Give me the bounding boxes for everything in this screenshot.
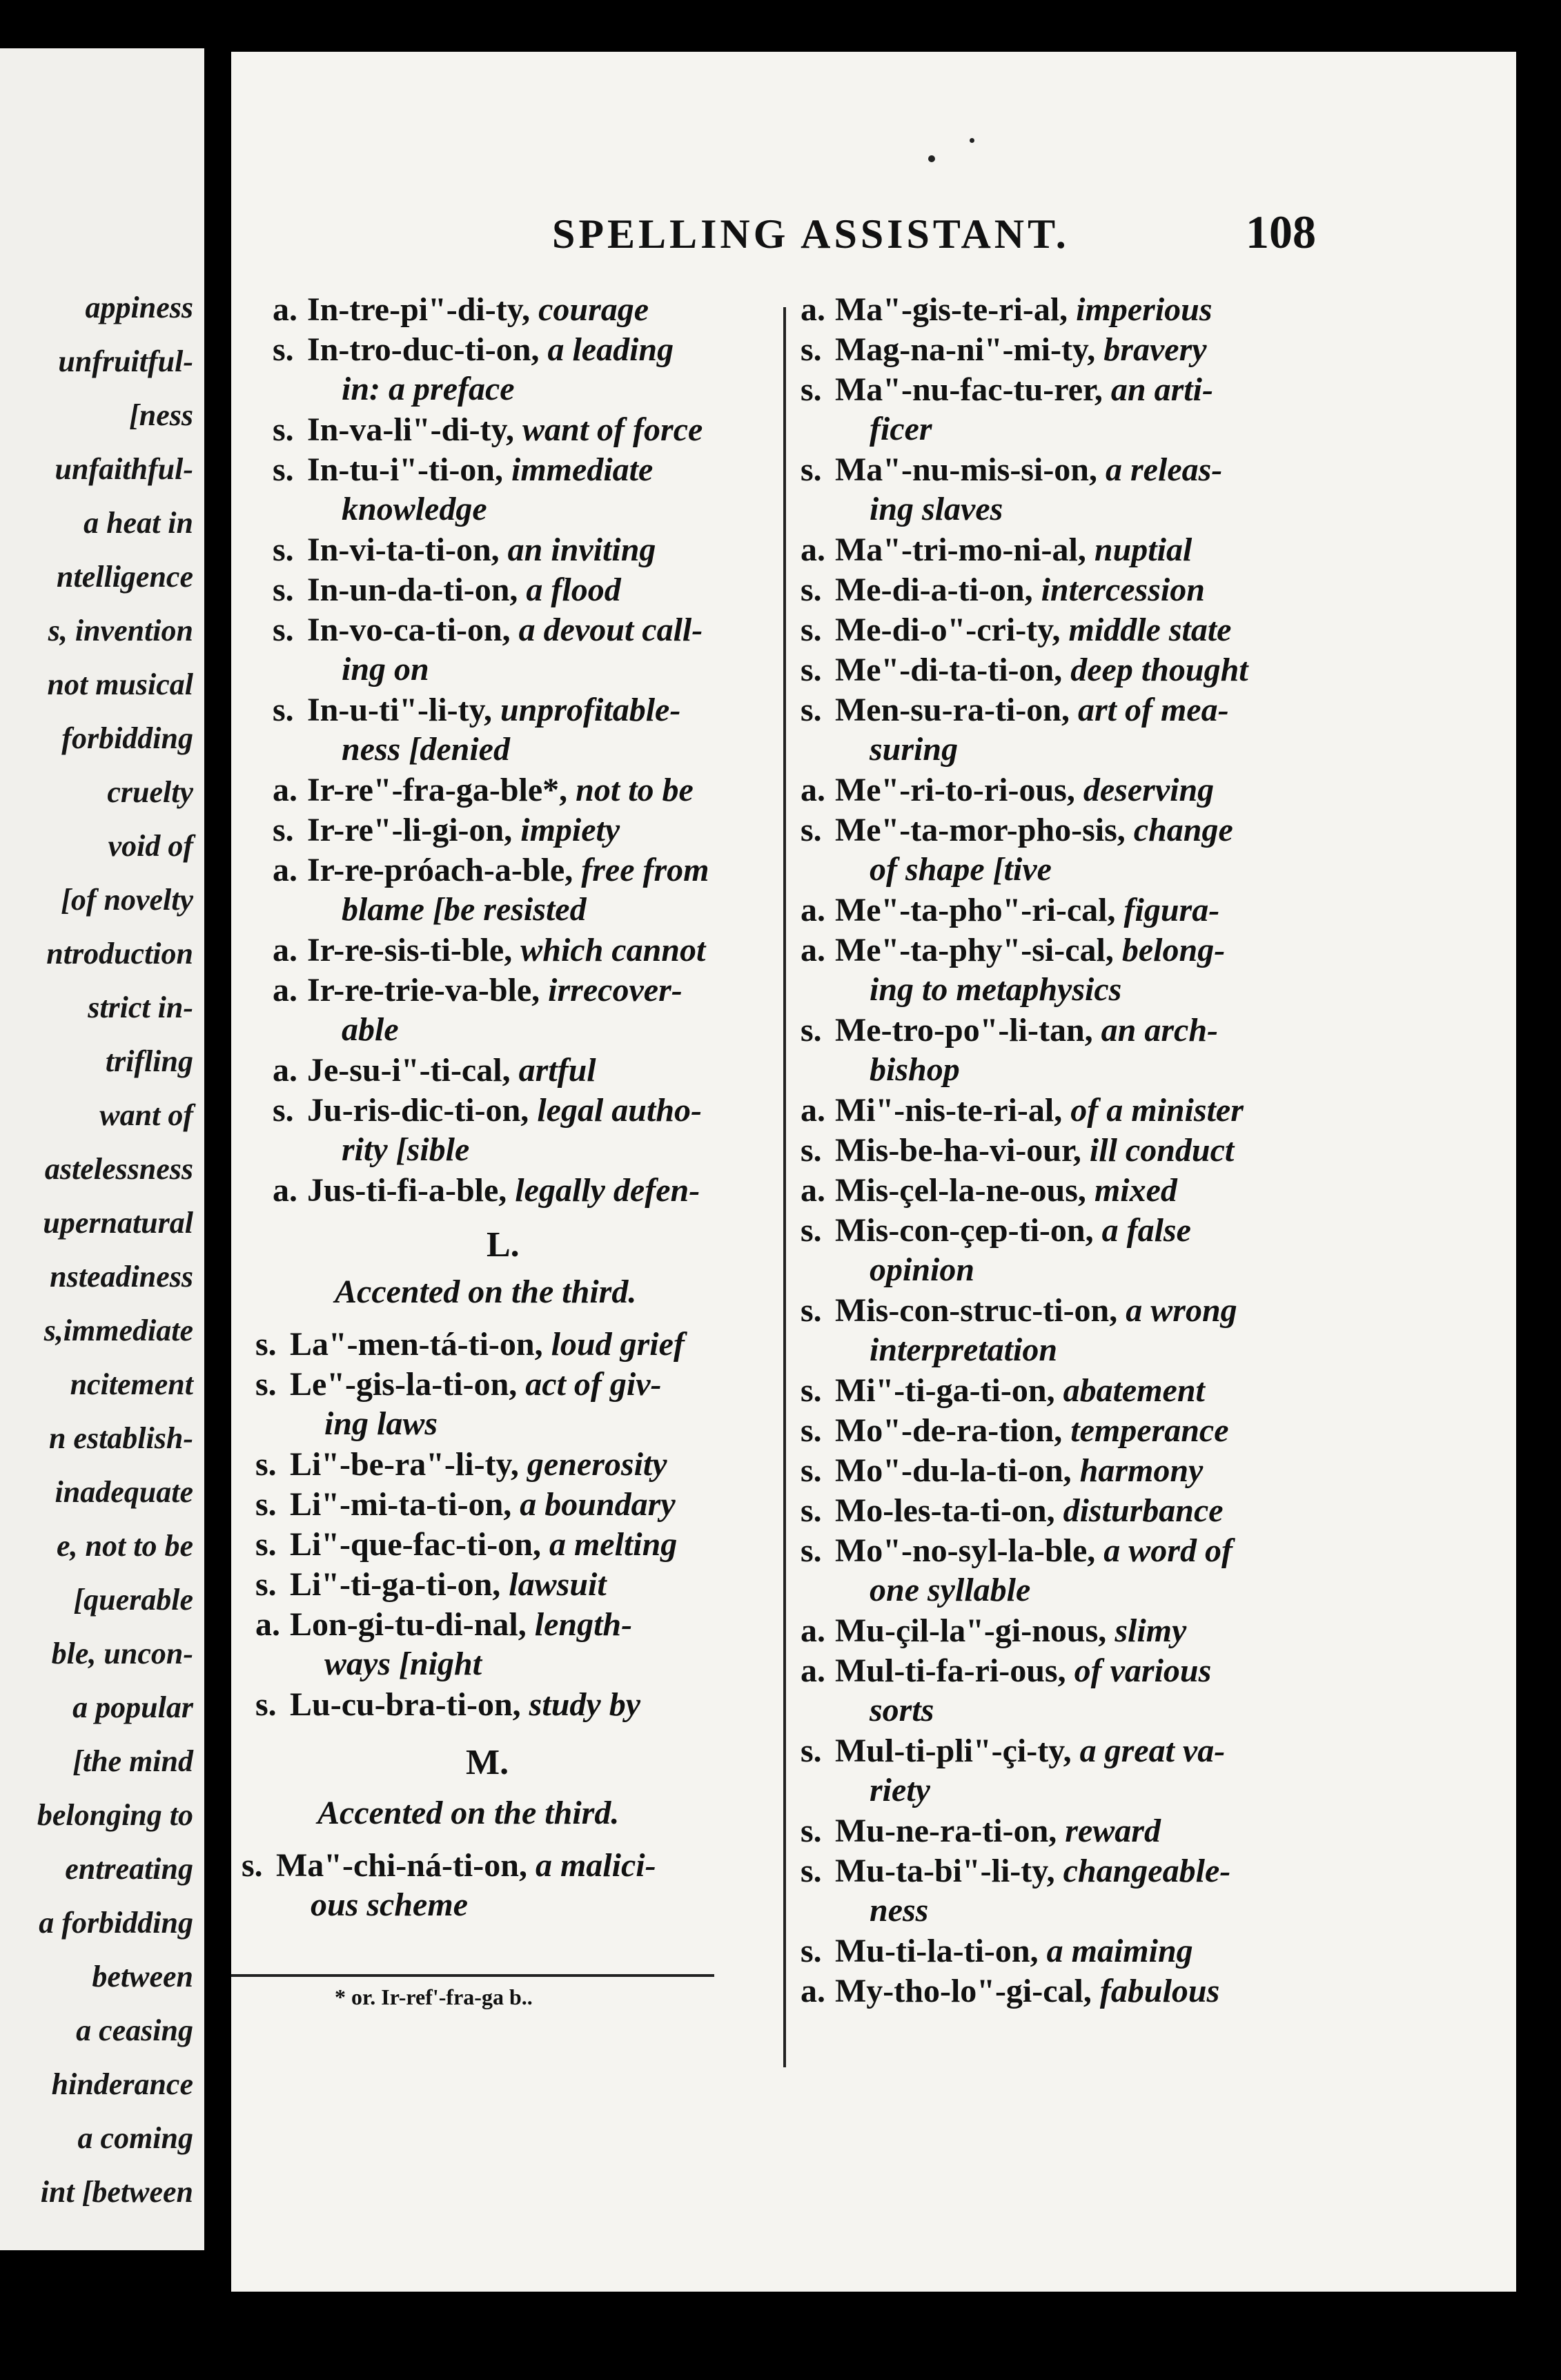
definition: want of force <box>522 411 703 448</box>
definition: change <box>1133 812 1233 848</box>
part-of-speech: a. <box>801 932 825 968</box>
headword: Me"-ta-phy"-si-cal, <box>835 932 1114 968</box>
part-of-speech: a. <box>255 1606 280 1643</box>
definition: reward <box>1065 1813 1161 1849</box>
definition: artful <box>518 1052 596 1089</box>
left-fragment-line: a popular <box>72 1690 193 1724</box>
part-of-speech: s. <box>801 1853 822 1889</box>
dictionary-entry <box>801 570 1205 610</box>
part-of-speech: s. <box>801 1813 822 1849</box>
headword: Mis-be-ha-vi-our, <box>835 1132 1081 1169</box>
part-of-speech: a. <box>273 291 297 328</box>
dictionary-entry <box>801 890 1219 930</box>
dictionary-entry <box>801 1651 1211 1691</box>
definition: a word of <box>1103 1532 1233 1569</box>
left-fragment-line: a ceasing <box>76 2013 193 2047</box>
page-number: 108 <box>1246 206 1316 258</box>
definition: unprofitable- <box>500 692 681 728</box>
dictionary-entry <box>801 1171 1177 1211</box>
headword: Jus-ti-fi-a-ble, <box>307 1172 507 1209</box>
definition-continuation: blame [be resisted <box>342 891 587 928</box>
definition-continuation: ways [night <box>324 1646 482 1682</box>
left-fragment-line: void of <box>108 829 193 863</box>
definition: slimy <box>1115 1612 1187 1649</box>
part-of-speech: a. <box>273 772 297 808</box>
definition-continuation: suring <box>870 731 959 768</box>
left-fragment-line: a coming <box>77 2121 193 2155</box>
definition: an inviting <box>507 531 656 568</box>
dictionary-entry <box>273 290 649 330</box>
headword: Ma"-nu-mis-si-on, <box>835 451 1097 488</box>
headword: Mu-ne-ra-ti-on, <box>835 1813 1057 1849</box>
part-of-speech: s. <box>801 1532 822 1569</box>
definition: a devout call- <box>518 612 703 648</box>
dictionary-entry <box>255 1685 640 1725</box>
dictionary-entry <box>801 1211 1191 1251</box>
page-speck <box>970 138 974 143</box>
definition: an arti- <box>1110 371 1213 408</box>
left-fragment-line: inadequate <box>55 1475 193 1509</box>
section-letter: M. <box>466 1743 509 1782</box>
definition: irrecover- <box>548 972 683 1008</box>
dictionary-entry <box>801 1811 1161 1851</box>
left-fragment-line: int [between <box>40 2175 193 2209</box>
left-fragment-line: appiness <box>85 291 193 324</box>
definition: courage <box>538 291 649 328</box>
definition-continuation: ing laws <box>324 1405 438 1442</box>
dictionary-entry <box>273 770 694 810</box>
section-subtitle: Accented on the third. <box>317 1795 620 1831</box>
dictionary-entry <box>801 1091 1244 1131</box>
headword: Ir-re"-fra-ga-ble*, <box>307 772 568 808</box>
definition: an arch- <box>1101 1012 1219 1048</box>
definition: art of mea- <box>1077 692 1229 728</box>
definition: of various <box>1074 1652 1212 1689</box>
dictionary-entry <box>801 290 1213 330</box>
definition: legal autho- <box>537 1092 702 1129</box>
definition-continuation: in: a preface <box>342 371 515 407</box>
dictionary-entry <box>801 1491 1224 1531</box>
column-rule <box>783 307 786 2067</box>
headword: Li"-be-ra"-li-ty, <box>290 1446 519 1483</box>
definition-continuation: of shape [tive <box>870 851 1052 888</box>
headword: Me"-ta-pho"-ri-cal, <box>835 892 1116 928</box>
left-fragment-line: n establish- <box>48 1421 193 1455</box>
dictionary-entry <box>273 810 620 850</box>
definition-continuation: knowledge <box>342 491 487 527</box>
part-of-speech: a. <box>801 1092 825 1129</box>
dictionary-entry <box>801 1731 1225 1771</box>
headword: In-un-da-ti-on, <box>307 572 518 608</box>
dictionary-entry <box>273 690 680 730</box>
headword: Le"-gis-la-ti-on, <box>290 1366 518 1403</box>
part-of-speech: s. <box>801 1933 822 1969</box>
headword: Ma"-chi-ná-ti-on, <box>276 1847 527 1884</box>
section-letter: L. <box>487 1225 520 1265</box>
headword: Mu-ti-la-ti-on, <box>835 1933 1039 1969</box>
part-of-speech: s. <box>801 1212 822 1249</box>
dictionary-entry <box>801 810 1233 850</box>
dictionary-entry <box>273 1171 700 1211</box>
section-subtitle: Accented on the third. <box>335 1274 637 1310</box>
headword: Mag-na-ni"-mi-ty, <box>835 331 1096 368</box>
headword: In-vo-ca-ti-on, <box>307 612 511 648</box>
part-of-speech: s. <box>801 1452 822 1489</box>
part-of-speech: s. <box>255 1526 277 1563</box>
left-fragment-line: strict in- <box>88 991 193 1024</box>
part-of-speech: s. <box>801 612 822 648</box>
left-fragment-line: cruelty <box>107 775 193 809</box>
definition-continuation: ous scheme <box>311 1886 468 1923</box>
part-of-speech: a. <box>801 892 825 928</box>
part-of-speech: a. <box>273 1052 297 1089</box>
definition: impiety <box>520 812 620 848</box>
definition-continuation: bishop <box>870 1051 960 1088</box>
definition: loud grief <box>551 1326 685 1363</box>
headword: In-tre-pi"-di-ty, <box>307 291 531 328</box>
footnote: * or. Ir-ref'-fra-ga b.. <box>335 1984 533 2009</box>
headword: In-va-li"-di-ty, <box>307 411 514 448</box>
left-fragment-line: astelessness <box>44 1152 193 1186</box>
definition: mixed <box>1094 1172 1177 1209</box>
definition: act of giv- <box>525 1366 662 1403</box>
definition: fabulous <box>1099 1973 1220 2009</box>
part-of-speech: s. <box>273 331 294 368</box>
headword: Ir-re-trie-va-ble, <box>307 972 540 1008</box>
part-of-speech: s. <box>801 1412 822 1449</box>
part-of-speech: s. <box>801 1492 822 1529</box>
definition: a wrong <box>1126 1292 1237 1329</box>
left-fragment-line: nsteadiness <box>50 1260 193 1294</box>
footnote-rule <box>231 1974 714 1977</box>
definition: a releas- <box>1106 451 1223 488</box>
headword: Mul-ti-fa-ri-ous, <box>835 1652 1066 1689</box>
dictionary-entry <box>801 370 1213 410</box>
dictionary-entry <box>801 1291 1237 1331</box>
dictionary-entry <box>801 610 1231 650</box>
left-fragment-line: [the mind <box>72 1744 193 1778</box>
left-column <box>242 290 783 2085</box>
dictionary-entry <box>801 1611 1186 1651</box>
dictionary-entry <box>242 1846 656 1886</box>
dictionary-entry <box>273 970 683 1011</box>
headword: Ju-ris-dic-ti-on, <box>307 1092 529 1129</box>
part-of-speech: a. <box>801 1172 825 1209</box>
headword: Ma"-nu-fac-tu-rer, <box>835 371 1103 408</box>
headword: Mi"-ti-ga-ti-on, <box>835 1372 1055 1409</box>
headword: Mis-çel-la-ne-ous, <box>835 1172 1086 1209</box>
part-of-speech: a. <box>273 1172 297 1209</box>
dictionary-entry <box>801 530 1192 570</box>
dictionary-entry <box>801 450 1222 490</box>
part-of-speech: a. <box>273 852 297 888</box>
definition: deep thought <box>1070 652 1248 688</box>
headword: Mu-ta-bi"-li-ty, <box>835 1853 1055 1889</box>
left-fragment-line: ncitement <box>70 1367 193 1401</box>
headword: Ma"-tri-mo-ni-al, <box>835 531 1086 568</box>
dictionary-entry <box>255 1485 676 1525</box>
part-of-speech: a. <box>273 932 297 968</box>
part-of-speech: s. <box>273 531 294 568</box>
dictionary-entry <box>273 410 703 450</box>
part-of-speech: s. <box>273 451 294 488</box>
part-of-speech: a. <box>801 772 825 808</box>
definition: changeable- <box>1063 1853 1231 1889</box>
headword: In-vi-ta-ti-on, <box>307 531 500 568</box>
part-of-speech: a. <box>801 1652 825 1689</box>
headword: Ir-re-sis-ti-ble, <box>307 932 513 968</box>
definition: free from <box>581 852 709 888</box>
definition: legally defen- <box>515 1172 700 1209</box>
left-fragment-line: a heat in <box>84 506 193 540</box>
running-head: SPELLING ASSISTANT. <box>552 211 1070 257</box>
headword: Mu-çil-la"-gi-nous, <box>835 1612 1107 1649</box>
part-of-speech: s. <box>242 1847 263 1884</box>
headword: Me-di-o"-cri-ty, <box>835 612 1061 648</box>
left-fragment-line: e, not to be <box>57 1529 193 1563</box>
dictionary-entry <box>273 850 709 890</box>
headword: Mis-con-çep-ti-on, <box>835 1212 1094 1249</box>
definition: a flood <box>526 572 621 608</box>
headword: Lon-gi-tu-di-nal, <box>290 1606 527 1643</box>
dictionary-entry <box>801 1531 1233 1571</box>
left-fragment-line: [ness <box>129 398 193 432</box>
headword: Je-su-i"-ti-cal, <box>307 1052 511 1089</box>
definition-continuation: ficer <box>870 411 932 447</box>
dictionary-entry <box>801 1971 1219 2011</box>
headword: Mo"-de-ra-tion, <box>835 1412 1063 1449</box>
headword: Lu-cu-bra-ti-on, <box>290 1686 521 1723</box>
definition-continuation: ing to metaphysics <box>870 971 1122 1008</box>
right-column <box>794 290 1511 2098</box>
part-of-speech: s. <box>255 1566 277 1603</box>
left-fragment-line: [of novelty <box>61 883 193 917</box>
part-of-speech: s. <box>255 1486 277 1523</box>
definition-continuation: one syllable <box>870 1572 1031 1608</box>
part-of-speech: a. <box>801 291 825 328</box>
part-of-speech: s. <box>273 411 294 448</box>
headword: In-u-ti"-li-ty, <box>307 692 492 728</box>
definition: not to be <box>576 772 694 808</box>
dictionary-entry <box>801 770 1214 810</box>
part-of-speech: s. <box>801 652 822 688</box>
dictionary-entry <box>255 1445 667 1485</box>
dictionary-entry <box>255 1565 607 1605</box>
main-page <box>231 52 1516 2292</box>
dictionary-entry <box>801 1131 1234 1171</box>
part-of-speech: s. <box>801 451 822 488</box>
definition-continuation: ing on <box>342 651 429 687</box>
definition: a maiming <box>1046 1933 1193 1969</box>
definition: harmony <box>1079 1452 1204 1489</box>
definition: which cannot <box>520 932 706 968</box>
left-fragment-line: s,immediate <box>43 1314 193 1347</box>
definition: intercession <box>1041 572 1205 608</box>
dictionary-entry <box>801 330 1207 370</box>
dictionary-entry <box>255 1605 632 1645</box>
definition: a malici- <box>535 1847 656 1884</box>
left-fragment-line: a forbidding <box>39 1906 193 1940</box>
definition: immediate <box>511 451 654 488</box>
headword: In-tro-duc-ti-on, <box>307 331 540 368</box>
dictionary-entry <box>255 1525 677 1565</box>
headword: Me-tro-po"-li-tan, <box>835 1012 1093 1048</box>
headword: Mo-les-ta-ti-on, <box>835 1492 1055 1529</box>
left-fragment-line: ntelligence <box>57 560 193 594</box>
left-fragment-line: unfruitful- <box>58 344 193 378</box>
headword: My-tho-lo"-gi-cal, <box>835 1973 1092 2009</box>
dictionary-entry <box>801 1451 1203 1491</box>
headword: Ir-re-próach-a-ble, <box>307 852 573 888</box>
dictionary-entry <box>801 690 1229 730</box>
definition: study by <box>529 1686 640 1723</box>
left-fragment-line: ntroduction <box>46 937 193 970</box>
definition: a great va- <box>1079 1733 1226 1769</box>
dictionary-entry <box>801 1851 1230 1891</box>
part-of-speech: s. <box>255 1366 277 1403</box>
definition: bravery <box>1103 331 1207 368</box>
part-of-speech: s. <box>801 692 822 728</box>
part-of-speech: a. <box>801 531 825 568</box>
headword: In-tu-i"-ti-on, <box>307 451 503 488</box>
definition: a boundary <box>520 1486 676 1523</box>
headword: Mi"-nis-te-ri-al, <box>835 1092 1063 1129</box>
headword: Li"-ti-ga-ti-on, <box>290 1566 501 1603</box>
definition: generosity <box>527 1446 667 1483</box>
definition: figura- <box>1123 892 1220 928</box>
definition: lawsuit <box>509 1566 607 1603</box>
part-of-speech: s. <box>801 331 822 368</box>
left-fragment-line: unfaithful- <box>55 452 193 486</box>
dictionary-entry <box>801 1411 1229 1451</box>
left-fragment-line: s, invention <box>48 614 193 647</box>
part-of-speech: s. <box>255 1326 277 1363</box>
headword: Me"-ta-mor-pho-sis, <box>835 812 1126 848</box>
definition: deserving <box>1083 772 1215 808</box>
headword: Mul-ti-pli"-çi-ty, <box>835 1733 1072 1769</box>
headword: Men-su-ra-ti-on, <box>835 692 1070 728</box>
left-page-fragment <box>0 48 204 2250</box>
part-of-speech: s. <box>273 812 294 848</box>
definition-continuation: able <box>342 1011 399 1048</box>
part-of-speech: a. <box>801 1973 825 2009</box>
headword: Me"-ri-to-ri-ous, <box>835 772 1075 808</box>
dictionary-entry <box>801 1011 1218 1051</box>
headword: Mo"-du-la-ti-on, <box>835 1452 1072 1489</box>
dictionary-entry <box>273 1091 702 1131</box>
definition: nuptial <box>1094 531 1192 568</box>
definition: ill conduct <box>1089 1132 1235 1169</box>
part-of-speech: a. <box>801 1612 825 1649</box>
dictionary-entry <box>273 450 653 490</box>
part-of-speech: s. <box>255 1446 277 1483</box>
left-fragment-line: belonging to <box>37 1798 193 1832</box>
dictionary-entry <box>801 1931 1193 1971</box>
definition: middle state <box>1068 612 1232 648</box>
part-of-speech: s. <box>801 812 822 848</box>
definition: a false <box>1101 1212 1191 1249</box>
left-fragment-line: hinderance <box>51 2067 193 2101</box>
part-of-speech: s. <box>801 572 822 608</box>
dictionary-entry <box>801 650 1248 690</box>
dictionary-entry <box>273 1051 596 1091</box>
dictionary-entry <box>273 610 703 650</box>
definition: belong- <box>1121 932 1226 968</box>
left-fragment-line: trifling <box>105 1044 193 1078</box>
part-of-speech: s. <box>273 572 294 608</box>
headword: Mo"-no-syl-la-ble, <box>835 1532 1096 1569</box>
dictionary-entry <box>273 570 621 610</box>
part-of-speech: s. <box>801 371 822 408</box>
definition-continuation: ing slaves <box>870 491 1003 527</box>
dictionary-entry <box>801 1371 1205 1411</box>
definition-continuation: rity [sible <box>342 1131 470 1168</box>
headword: Li"-que-fac-ti-on, <box>290 1526 541 1563</box>
definition: a leading <box>547 331 674 368</box>
left-fragment-line: [querable <box>73 1583 193 1617</box>
headword: Ma"-gis-te-ri-al, <box>835 291 1068 328</box>
definition: a melting <box>549 1526 678 1563</box>
dictionary-entry <box>255 1325 685 1365</box>
headword: Me"-di-ta-ti-on, <box>835 652 1063 688</box>
part-of-speech: s. <box>801 1292 822 1329</box>
part-of-speech: s. <box>801 1012 822 1048</box>
part-of-speech: a. <box>273 972 297 1008</box>
dictionary-entry <box>801 930 1225 970</box>
dictionary-entry <box>273 930 705 970</box>
definition-continuation: riety <box>870 1772 930 1808</box>
left-fragment-line: want of <box>99 1098 193 1132</box>
definition-continuation: opinion <box>870 1251 975 1288</box>
page-speck <box>928 155 935 162</box>
definition: temperance <box>1070 1412 1229 1449</box>
definition: of a minister <box>1070 1092 1244 1129</box>
headword: La"-men-tá-ti-on, <box>290 1326 543 1363</box>
definition: length- <box>534 1606 633 1643</box>
definition: abatement <box>1063 1372 1205 1409</box>
left-fragment-line: between <box>92 1960 193 1993</box>
dictionary-entry <box>273 530 656 570</box>
headword: Mis-con-struc-ti-on, <box>835 1292 1118 1329</box>
definition-continuation: sorts <box>870 1692 934 1728</box>
dictionary-entry <box>273 330 674 370</box>
dictionary-entry <box>255 1365 662 1405</box>
left-fragment-line: not musical <box>47 667 193 701</box>
headword: Ir-re"-li-gi-on, <box>307 812 513 848</box>
headword: Me-di-a-ti-on, <box>835 572 1033 608</box>
part-of-speech: s. <box>273 1092 294 1129</box>
headword: Li"-mi-ta-ti-on, <box>290 1486 512 1523</box>
left-fragment-line: ble, uncon- <box>51 1637 193 1670</box>
part-of-speech: s. <box>273 692 294 728</box>
definition-continuation: interpretation <box>870 1332 1058 1368</box>
part-of-speech: s. <box>801 1132 822 1169</box>
definition-continuation: ness <box>870 1892 929 1929</box>
left-fragment-line: entreating <box>65 1852 193 1886</box>
left-fragment-line: upernatural <box>43 1206 193 1240</box>
definition: imperious <box>1076 291 1213 328</box>
definition: disturbance <box>1063 1492 1224 1529</box>
definition-continuation: ness [denied <box>342 731 510 768</box>
part-of-speech: s. <box>801 1372 822 1409</box>
part-of-speech: s. <box>255 1686 277 1723</box>
left-fragment-line: forbidding <box>61 721 193 755</box>
part-of-speech: s. <box>801 1733 822 1769</box>
part-of-speech: s. <box>273 612 294 648</box>
